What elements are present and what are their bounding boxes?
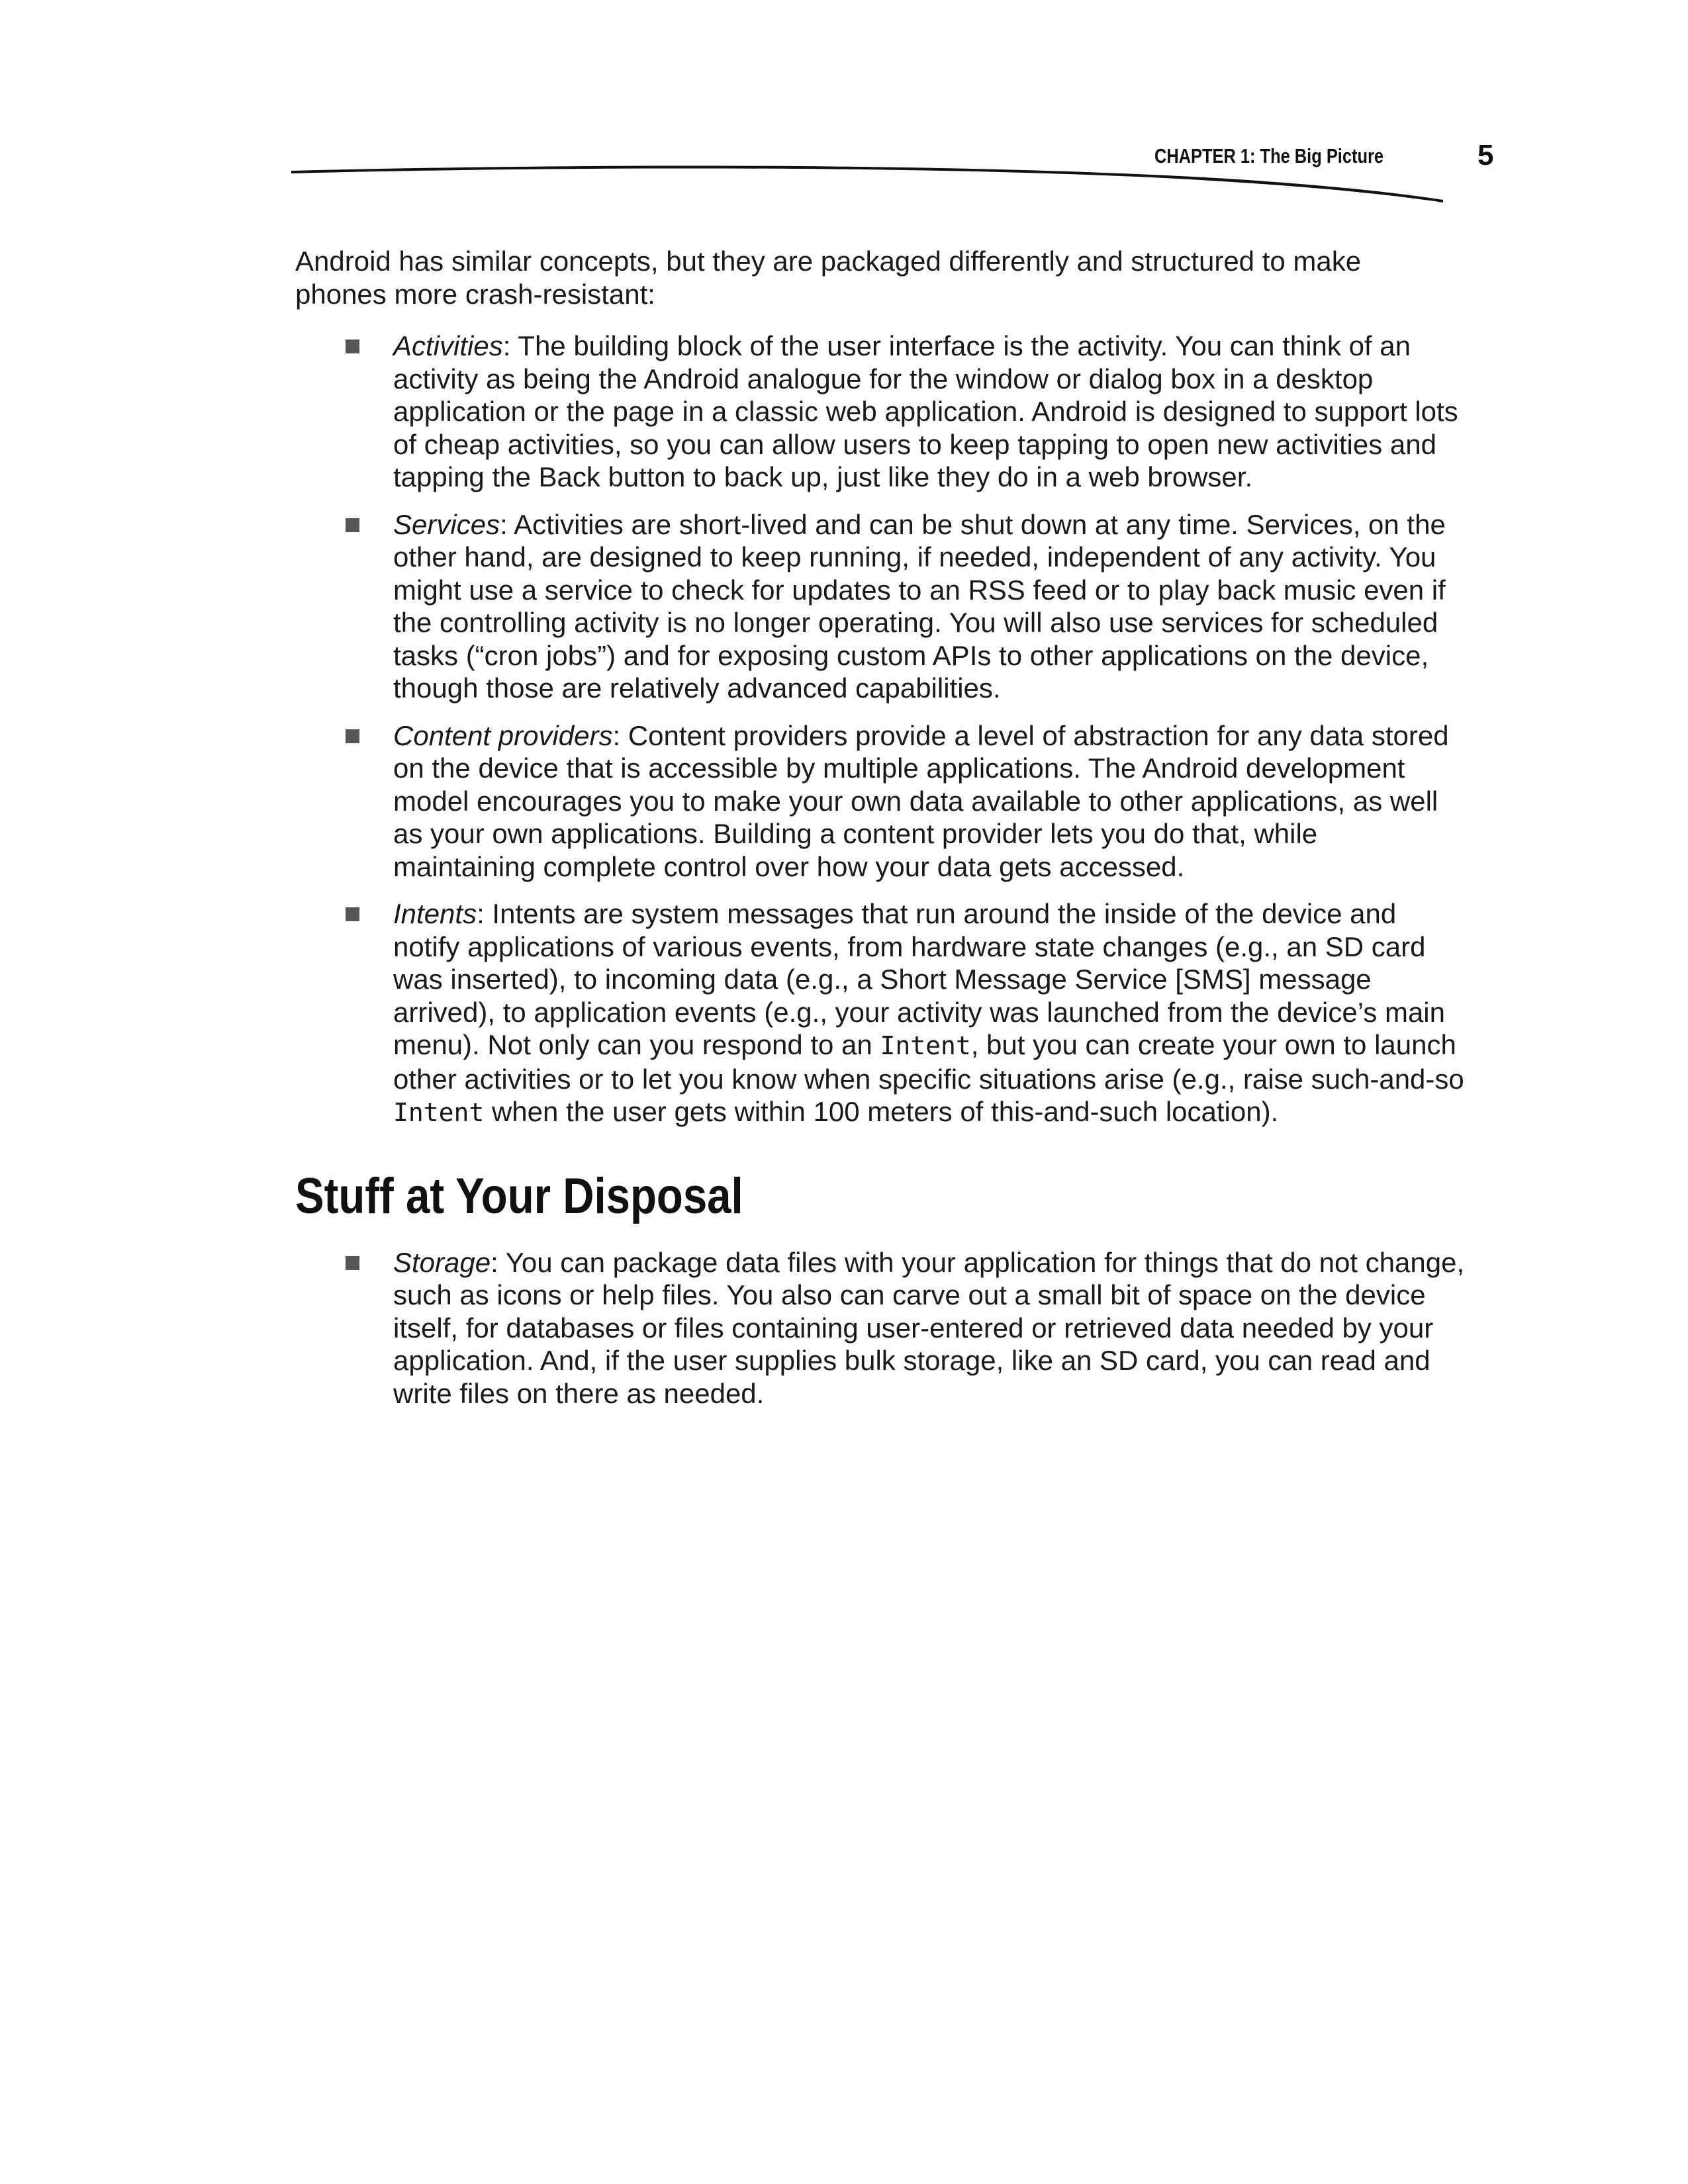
- page-number: 5: [1477, 139, 1494, 171]
- list-item-content-providers: [295, 719, 1467, 884]
- body-intents-part-b: , but you can create your own to launch other activities or to let you know when specific situations arise (e.g., raise such-and-so: [393, 1029, 1464, 1095]
- body-intents-part-c: when the user gets within 100 meters of this-and-such location).: [484, 1096, 1279, 1127]
- header-rule: [291, 159, 1443, 218]
- list-item-intents: [295, 897, 1467, 1130]
- section-heading: Stuff at Your Disposal: [295, 1167, 743, 1224]
- main-content: [295, 245, 1465, 1424]
- intro-paragraph: Android has similar concepts, but they are packaged differently and structured to make phones more crash-resistant:: [295, 246, 1362, 310]
- square-bullet-icon: [346, 340, 359, 353]
- list-item-services: [295, 508, 1467, 705]
- body-storage: : You can package data files with your application for things that do not change, such as icons or help files. You also can carve out a small bit of space on the device itself, for databases or files containing user-entered or retrieved data needed by your application. And, if the user supplies bulk storage, like an SD card, you can read and write files on there as needed.: [393, 1246, 1465, 1409]
- square-bullet-icon: [346, 1256, 359, 1270]
- body-activities: : The building block of the user interface is the activity. You can think of an activity as being the Android analogue for the window or dialog box in a desktop application or the page in a classic web application. Android is designed to support lots of cheap activities, so you can allow users to keep tapping to open new activities and tapping the Back button to back up, just like they do in a web browser.: [393, 330, 1458, 492]
- code-intent: Intent: [880, 1031, 971, 1060]
- running-head: CHAPTER 1: The Big Picture: [1154, 144, 1383, 167]
- component-list: [295, 330, 1464, 1130]
- body-services: : Activities are short-lived and can be shut down at any time. Services, on the other hand, are designed to keep running, if needed, independent of any activity. You might use a service to check for updates to an RSS feed or to play back music even if the controlling activity is no longer operating. You will also use services for scheduled tasks (“cron jobs”) and for exposing custom APIs to other applications on the device, though those are relatively advanced capabilities.: [393, 508, 1446, 704]
- list-item-activities: [295, 330, 1467, 494]
- square-bullet-icon: [346, 518, 359, 532]
- term-intents: Intents: [393, 898, 477, 929]
- term-services: Services: [393, 508, 500, 540]
- body-content-providers: : Content providers provide a level of abstraction for any data stored on the device that is accessible by multiple applications. The Android development model encourages you to make your own data available to other applications, as well as your own applications. Building a content provider lets you do that, while maintaining complete control over how your data gets accessed.: [393, 719, 1449, 882]
- square-bullet-icon: [346, 907, 359, 921]
- disposal-list: [295, 1246, 1465, 1410]
- body-intents-part-a: : Intents are system messages that run around the inside of the device and notify applications of various events, from hardware state changes (e.g., an SD card was inserted), to incoming data (e.g., a Short Message Service [SMS] message arrived), to application events (e.g., your activity was launched from the device’s main menu). Not only can you respond to an: [393, 898, 1445, 1060]
- code-intent: Intent: [393, 1098, 485, 1127]
- term-storage: Storage: [393, 1246, 491, 1278]
- term-content-providers: Content providers: [393, 719, 613, 751]
- term-activities: Activities: [393, 330, 503, 361]
- list-item-storage: [295, 1246, 1467, 1410]
- square-bullet-icon: [346, 729, 359, 743]
